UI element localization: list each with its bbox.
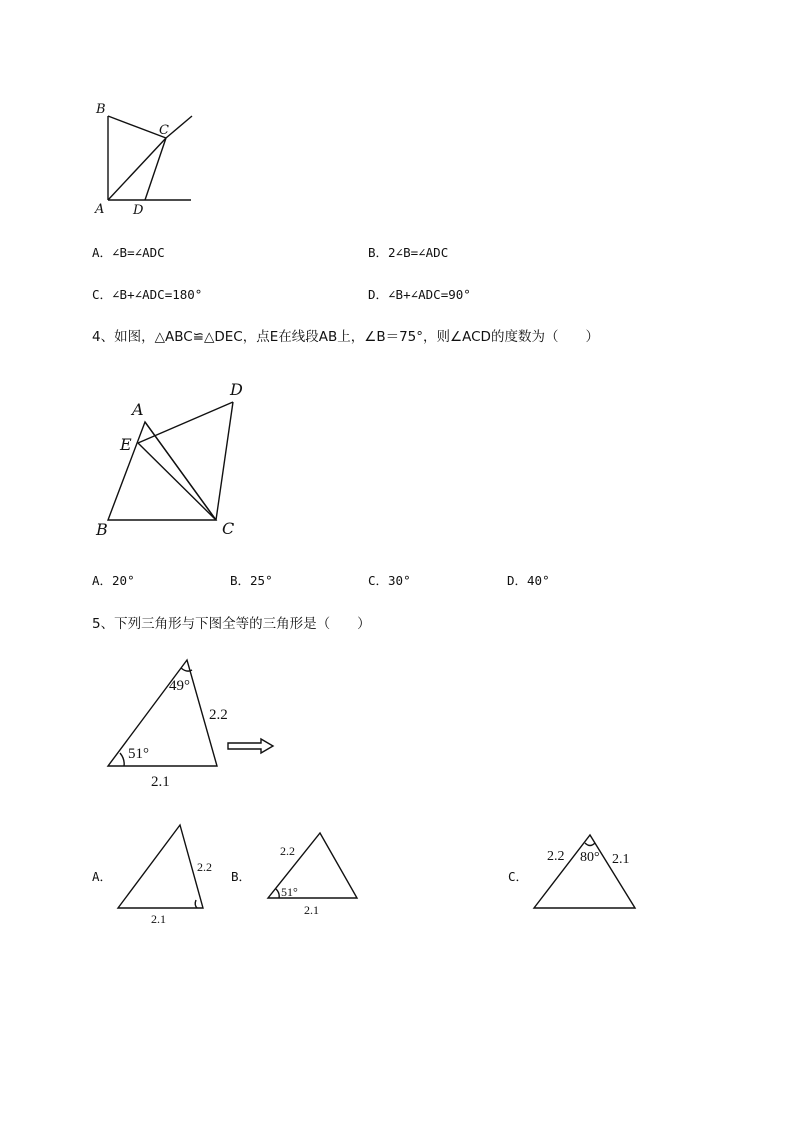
base-2.1: 2.1 [304, 903, 319, 917]
label-D: D [133, 203, 144, 218]
q5-option-c-label[interactable]: C． [508, 869, 529, 884]
label-A: A [95, 202, 105, 217]
angle-51: 51° [128, 746, 149, 762]
side-2.2: 2.2 [547, 849, 565, 864]
q4-question-text: 4、如图，△ABC≌△DEC，点E在线段AB上，∠B＝75°，则∠ACD的度数为（ ） [92, 329, 599, 345]
angle-49: 49° [169, 678, 190, 694]
base-2.1: 2.1 [151, 774, 170, 790]
q3-option-d[interactable]: D．∠B+∠ADC=90° [368, 287, 471, 302]
angle-arc-c [585, 843, 595, 846]
q4-option-d[interactable]: D．40° [507, 573, 550, 588]
label-D: D [230, 380, 243, 399]
q3-option-b[interactable]: B．2∠B=∠ADC [368, 245, 449, 260]
label-B: B [96, 102, 106, 117]
side-2.2: 2.2 [280, 844, 295, 858]
label-A: A [132, 400, 144, 419]
q4-option-b[interactable]: B．25° [230, 573, 273, 588]
q5-option-b-label[interactable]: B． [231, 869, 252, 884]
side-2.2: 2.2 [197, 860, 212, 874]
label-B: B [96, 520, 108, 539]
side-2.2: 2.2 [209, 707, 228, 723]
q5-option-a-label[interactable]: A． [92, 869, 113, 884]
q5-question-text: 5、下列三角形与下图全等的三角形是（ ） [92, 616, 371, 632]
label-E: E [120, 435, 132, 454]
q3-option-c[interactable]: C．∠B+∠ADC=180° [92, 287, 203, 302]
q4-option-a[interactable]: A．20° [92, 573, 135, 588]
label-C: C [159, 123, 169, 138]
q3-option-a[interactable]: A．∠B=∠ADC [92, 245, 165, 260]
base-2.1: 2.1 [151, 912, 166, 926]
label-C: C [222, 519, 235, 538]
triangle-c [534, 835, 635, 908]
side-2.1: 2.1 [612, 852, 630, 867]
angle-51: 51° [281, 885, 298, 899]
angle-80: 80° [580, 850, 600, 865]
q4-option-c[interactable]: C．30° [368, 573, 411, 588]
